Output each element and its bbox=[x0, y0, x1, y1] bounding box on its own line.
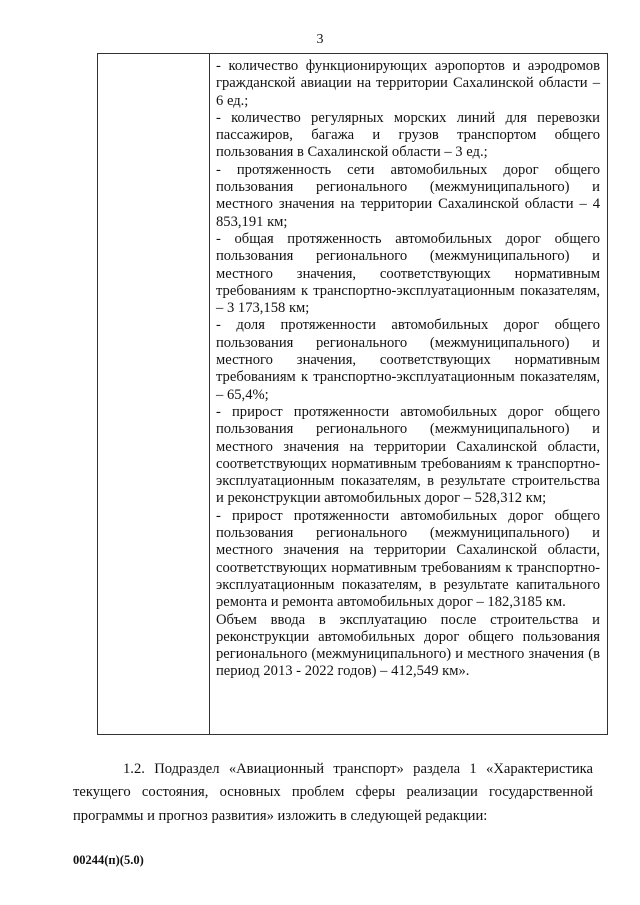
indicator-item: - количество регулярных морских линий для перевозки пассажиров, багажа и грузов транспортом общего пользования в Сахалинской области – 3 ед.; bbox=[216, 109, 600, 161]
indicator-item: - общая протяженность автомобильных дорог общего пользования регионального (межмуниципального) и местного значения, соответствующих нормативным требованиям к транспортно-эксплуатационным показателям, – 3 173,158 км; bbox=[216, 230, 600, 317]
indicator-item: - доля протяженности автомобильных дорог общего пользования регионального (межмуниципального) и местного значения, соответствующих нормативным требованиям к транспортно-эксплуатационным показателям, – 65,4%; bbox=[216, 317, 600, 403]
page-number: 3 bbox=[316, 32, 324, 47]
document-code: 00244(п)(5.0) bbox=[73, 853, 144, 867]
indicator-summary: Объем ввода в эксплуатацию после строительства и реконструкции автомобильных дорог общего пользования регионального (межмуниципального) и местного значения (в период 2013 - 2022 годов) – 412,549 км». bbox=[216, 611, 600, 680]
indicator-item: - количество функционирующих аэропортов и аэродромов гражданской авиации на территории Сахалинской области – 6 ед.; bbox=[216, 58, 600, 109]
indicator-item: - протяженность сети автомобильных дорог общего пользования регионального (межмуниципального) и местного значения на территории Сахалинской области – 4 853,191 км; bbox=[216, 161, 600, 230]
indicator-item: - прирост протяженности автомобильных дорог общего пользования регионального (межмуниципального) и местного значения на территории Сахалинской области, соответствующих нормативным требованиям к транспортно-эксплуатационным показателям, в результате капитального ремонта и ремонта автомобильных дорог – 182,3185 км. bbox=[216, 507, 600, 611]
table-right-cell bbox=[216, 58, 600, 681]
body-paragraph: 1.2. Подраздел «Авиационный транспорт» раздела 1 «Характеристика текущего состояния, основных проблем сферы реализации государственной программы и прогноз развития» изложить в следующей редакции: bbox=[73, 760, 593, 824]
indicators-table bbox=[97, 53, 608, 735]
table-column-divider bbox=[209, 54, 210, 734]
indicator-item: - прирост протяженности автомобильных дорог общего пользования регионального (межмуниципального) и местного значения на территории Сахалинской области, соответствующих нормативным требованиям к транспортно-эксплуатационным показателям, в результате строительства и реконструкции автомобильных дорог – 528,312 км; bbox=[216, 403, 600, 507]
